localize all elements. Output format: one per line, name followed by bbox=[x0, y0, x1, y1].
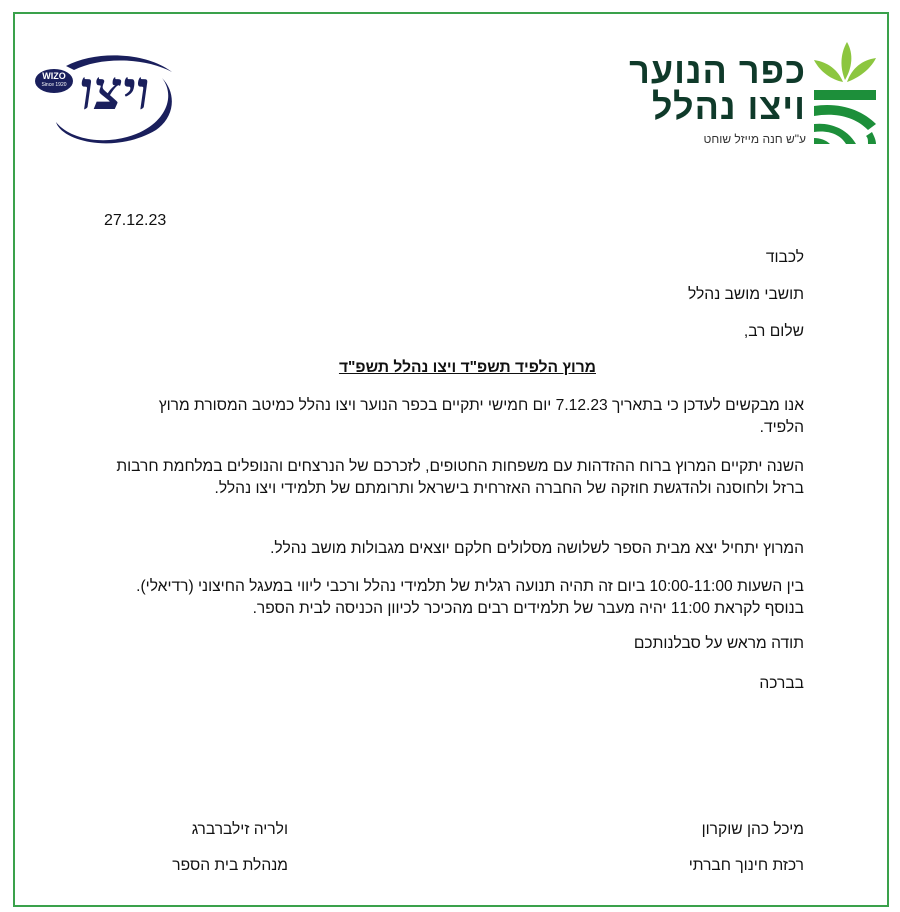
signature-1-title: רכזת חינוך חברתי bbox=[688, 857, 804, 874]
paragraph-4: בין השעות 10:00-11:00 ביום זה תהיה תנועה רגלית של תלמידי נהלל ורכבי ליווי במעגל החיצוני (רדיאלי). בנוסף לקראת 11:00 יהיה מעבר של תלמידים רבים מהכיכר לכיוון הכניסה לבית הספר. bbox=[136, 578, 804, 617]
school-logo bbox=[629, 40, 884, 152]
wizo-badge-text: WIZO bbox=[42, 71, 66, 81]
thanks-line: תודה מראש על סבלנותכם bbox=[633, 635, 804, 652]
signature-2-title: מנהלת בית הספר bbox=[172, 857, 288, 874]
paragraph-2: השנה יתקיים המרוץ ברוח ההזדהות עם משפחות החטופים, לזכרכם של הנרצחים והנופלים במלחמת חרבות ברזל ולחוסנה ולהדגשת חוזקה של החברה האזרחית בישראל ותרומתם של תלמידי ויצו נהלל. bbox=[116, 458, 804, 497]
letter-subject: מרוץ הלפיד תשפ"ד ויצו נהלל תשפ"ד bbox=[338, 359, 596, 376]
wizo-logo bbox=[26, 52, 178, 152]
letter-date: 27.12.23 bbox=[104, 212, 167, 229]
closing-line: בברכה bbox=[759, 675, 804, 692]
salutation: לכבוד bbox=[765, 249, 804, 266]
wizo-badge-since: Since 1920 bbox=[41, 82, 67, 88]
signature-2-name: ולריה זילברברג bbox=[191, 821, 288, 838]
org-name-line1: כפר הנוער bbox=[629, 50, 806, 91]
signature-1-name: מיכל כהן שוקרון bbox=[701, 821, 804, 838]
leaves-field-icon bbox=[810, 40, 880, 146]
greeting: שלום רב, bbox=[743, 323, 804, 340]
paragraph-3: המרוץ יתחיל יצא מבית הספר לשלושה מסלולים חלקם יוצאים מגבולות מושב נהלל. bbox=[270, 540, 804, 557]
org-subtitle: ע"ש חנה מייזל שוחט bbox=[703, 132, 806, 146]
org-name-line2: ויצו נהלל bbox=[651, 86, 806, 127]
recipient: תושבי מושב נהלל bbox=[687, 286, 804, 303]
wizo-hebrew-script: ויצו bbox=[75, 58, 155, 122]
paragraph-1: אנו מבקשים לעדכן כי בתאריך 7.12.23 יום חמישי יתקיים בכפר הנוער ויצו נהלל כמיטב המסורת מרוץ הלפיד. bbox=[158, 397, 804, 436]
